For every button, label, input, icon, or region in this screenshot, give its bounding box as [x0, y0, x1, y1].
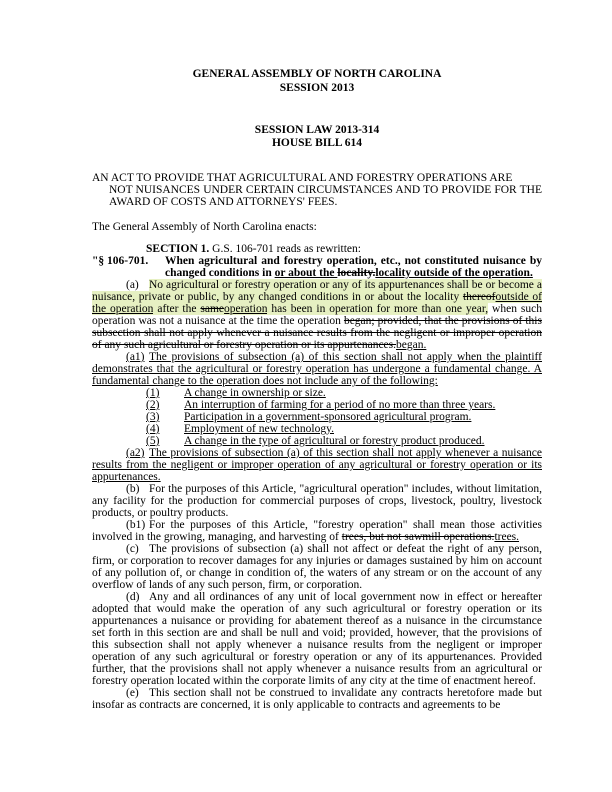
- subsection-a1-text: The provisions of subsection (a) of this section shall not apply when the plaintiff demonstrates that the agricultural or forestry operation has undergone a fundamental change. A fundamental change to the operation does not include any of the following:: [92, 351, 542, 387]
- list-item-text: A change in ownership or size.: [184, 387, 326, 399]
- subsection-b-text: For the purposes of this Article, "agricultural operation" includes, without limitation, any facility for the production for commercial purposes of crops, livestock, poultry, livestock products, or poultry products.: [92, 483, 542, 519]
- list-item-text: Participation in a government-sponsored agricultural program.: [184, 411, 472, 423]
- assembly-heading: GENERAL ASSEMBLY OF NORTH CAROLINA: [192, 68, 442, 80]
- subsection-b1-label: (b1): [126, 519, 146, 531]
- act-title: [92, 172, 542, 208]
- subsection-b1-text: For the purposes of this Article, "forestry operation" shall mean those activities involved in the growing, managing, and harvesting of: [92, 519, 542, 543]
- list-item: [92, 387, 542, 399]
- act-title-rest: NOT NUISANCES UNDER CERTAIN CIRCUMSTANCES AND TO PROVIDE FOR THE AWARD OF COSTS AND ATTORNEYS' FEES.: [109, 184, 542, 208]
- subsection-d-text: Any and all ordinances of any unit of local government now in effect or hereafter adopted that would make the operation of any such agricultural or forestry operation or its appurtenances a nuisance or providing for abatement thereof as a nuisance in the circumstance set forth in this section are and shall be null and void; provided, however, that the provisions of this subsection shall not apply whenever a nuisance results from the negligent or improper operation of any such agricultural or forestry operation or any of its appurtenances. Provided further, that the provisions shall not apply whenever a nuisance results from an agricultural or forestry operation located within the corporate limits of any city at the time of enactment hereof.: [92, 591, 542, 687]
- statute-number: "§ 106-701.: [92, 255, 149, 267]
- statute-heading: [92, 255, 542, 279]
- subsection-a-text-4: when such operation was not a nuisance at the time the operation: [92, 303, 542, 327]
- subsection-a-insert-3: began.: [396, 339, 427, 351]
- subsection-a1-label: (a1): [126, 351, 145, 363]
- subsection-a-label: (a): [126, 279, 139, 291]
- list-item: [92, 435, 542, 447]
- subsection-b: [92, 483, 542, 519]
- subsection-a-insert-2: operation: [224, 303, 268, 315]
- subsection-a-deleted-3: began; provided, that the provisions of this subsection shall not apply whenever a nuisance results from the negligent or improper operation of any such agricultural or forestry operation or its appurtenances.: [92, 315, 542, 351]
- subsection-b-label: (b): [126, 483, 140, 495]
- subsection-a2: [92, 447, 542, 483]
- subsection-a-insert-1: outside of the operation: [92, 291, 542, 315]
- subsection-b1-deleted: trees, but not sawmill operations.: [341, 531, 495, 543]
- subsection-c-text: The provisions of subsection (a) shall not affect or defeat the right of any person, firm, or corporation to recover damages for any injuries or damages sustained by him on account of any pollution of, or change in condition of, the waters of any stream or on the account of any overflow of lands of any such person, firm, or corporation.: [92, 543, 542, 591]
- subsection-a-text-3: has been in operation for more than one year,: [267, 303, 489, 315]
- subsection-a-text-1: No agricultural or forestry operation or any of its appurtenances shall be or become a nuisance, private or public, by any changed conditions in or about the locality: [92, 279, 542, 303]
- list-item-text: An interruption of farming for a period of no more than three years.: [184, 399, 496, 411]
- list-item-number: (2): [146, 399, 160, 411]
- list-item-number: (3): [146, 411, 160, 423]
- subsection-e: [92, 687, 542, 711]
- list-item: [92, 423, 542, 435]
- bill-heading: HOUSE BILL 614: [271, 137, 363, 149]
- statute-heading-insert-2: locality outside of the operation.: [375, 267, 533, 279]
- section-1-intro: [146, 243, 361, 255]
- list-item-text: Employment of new technology.: [184, 423, 334, 435]
- section-1-label: SECTION 1.: [146, 243, 210, 255]
- subsection-b1: [92, 519, 542, 543]
- subsection-c-label: (c): [126, 543, 139, 555]
- subsection-a-deleted-1: thereof: [462, 291, 496, 303]
- subsection-a1: [92, 351, 542, 387]
- statute-body: [92, 255, 542, 711]
- list-item-number: (4): [146, 423, 160, 435]
- subsection-c: [92, 543, 542, 591]
- subsection-e-text: This section shall not be construed to invalidate any contracts heretofore made but insofar as contracts are concerned, it is only applicable to contracts and agreements to be: [92, 687, 542, 711]
- enacting-clause: The General Assembly of North Carolina enacts:: [92, 221, 317, 233]
- subsection-a2-text: The provisions of subsection (a) of this section shall not apply whenever a nuisance results from the negligent or improper operation of any agricultural or forestry operation or its appurtenances.: [92, 447, 542, 483]
- section-1-text: G.S. 106-701 reads as rewritten:: [212, 243, 361, 255]
- subsection-d-label: (d): [126, 591, 140, 603]
- subsection-a: [92, 279, 542, 351]
- statute-heading-insert-1: or about the: [274, 267, 338, 279]
- subsection-d: [92, 591, 542, 687]
- list-item: [92, 411, 542, 423]
- subsection-e-label: (e): [126, 687, 139, 699]
- list-item-text: A change in the type of agricultural or forestry product produced.: [184, 435, 485, 447]
- subsection-a2-label: (a2): [126, 447, 145, 459]
- list-item-number: (5): [146, 435, 160, 447]
- session-heading: SESSION 2013: [279, 82, 355, 94]
- subsection-b1-insert: trees.: [494, 531, 520, 543]
- subsection-a-text-2: after the: [153, 303, 201, 315]
- list-item-number: (1): [146, 387, 160, 399]
- subsection-a-deleted-2: same: [200, 303, 225, 315]
- act-title-line1: AN ACT TO PROVIDE THAT AGRICULTURAL AND FORESTRY OPERATIONS ARE: [92, 172, 513, 184]
- session-law-heading: SESSION LAW 2013-314: [254, 124, 380, 136]
- list-item: [92, 399, 542, 411]
- statute-heading-deleted: locality.: [337, 267, 376, 279]
- statute-heading-text: When agricultural and forestry operation, etc., not constituted nuisance by changed conditions in: [165, 255, 542, 279]
